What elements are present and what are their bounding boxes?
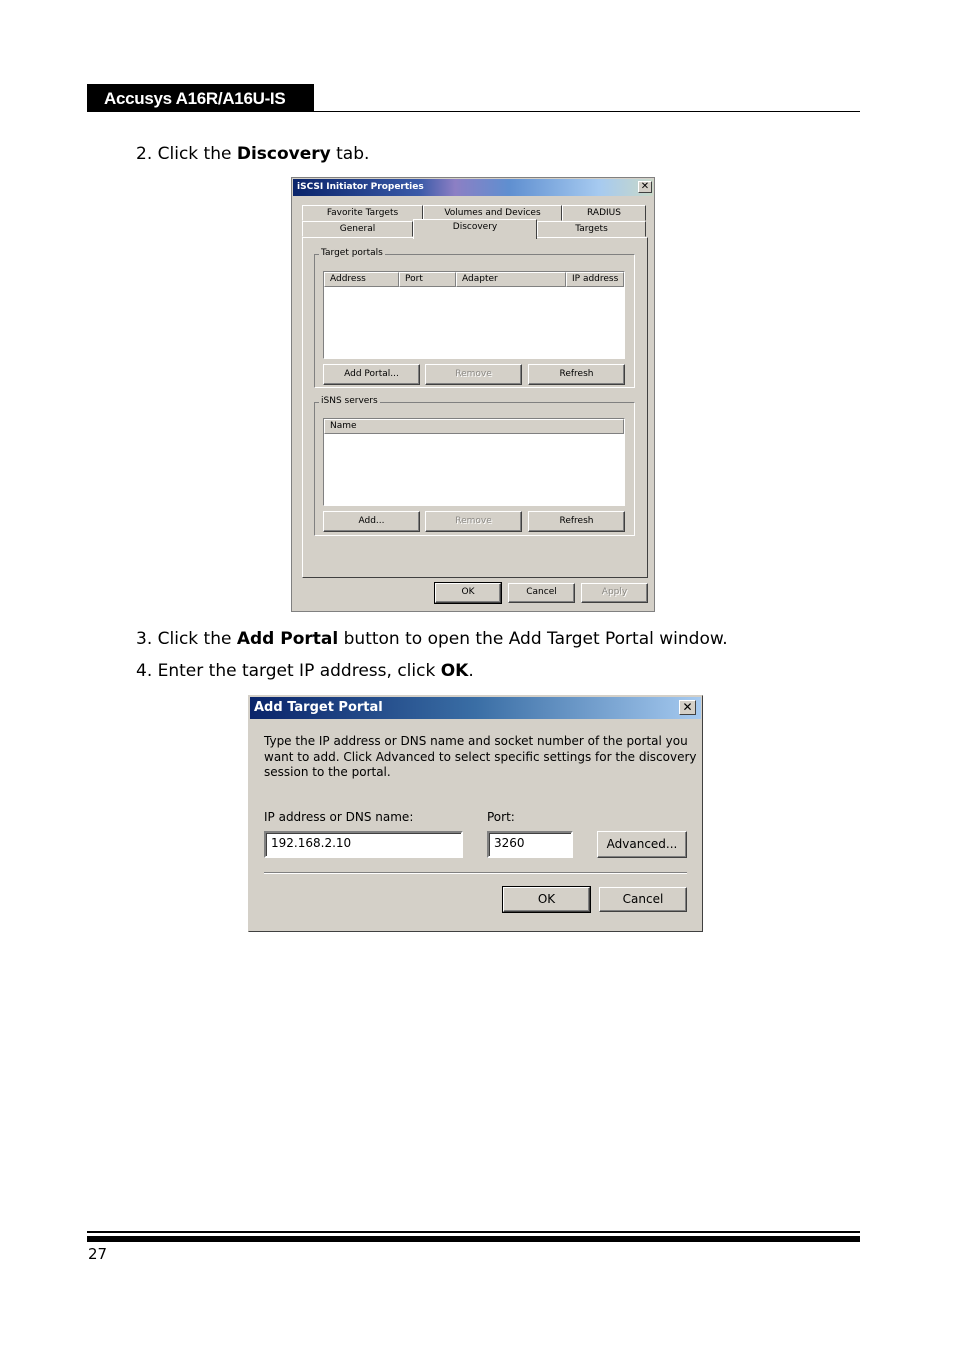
isns-servers-label: iSNS servers <box>321 396 378 406</box>
cancel-button[interactable]: Cancel <box>599 887 687 912</box>
step-3 <box>136 629 728 649</box>
description-line-1: Type the IP address or DNS name and socket number of the portal you <box>264 734 688 748</box>
footer-rule-thick <box>87 1236 860 1242</box>
tab-targets[interactable]: Targets <box>537 221 646 237</box>
step-3-bold: Add Portal <box>236 629 339 649</box>
remove-portal-button[interactable]: Remove <box>425 364 522 385</box>
advanced-button[interactable]: Advanced... <box>597 831 687 858</box>
tab-favorite-targets[interactable]: Favorite Targets <box>302 205 423 221</box>
description-line-3: session to the portal. <box>264 765 391 779</box>
column-adapter[interactable]: Adapter <box>456 272 566 287</box>
remove-isns-button[interactable]: Remove <box>425 511 522 532</box>
step-2-bold: Discovery <box>236 144 331 164</box>
close-icon[interactable]: ✕ <box>679 700 696 715</box>
tab-volumes-and-devices[interactable]: Volumes and Devices <box>423 205 562 221</box>
footer-rule-thin <box>87 1231 860 1233</box>
isns-servers-list[interactable] <box>323 418 625 506</box>
step-4 <box>136 661 474 681</box>
step-4-post: . <box>468 661 474 681</box>
description-line-2: want to add. Click Advanced to select specific settings for the discovery <box>264 749 697 764</box>
target-portals-list[interactable] <box>323 271 625 359</box>
column-name[interactable]: Name <box>324 419 624 434</box>
header-title: Accusys A16R/A16U-IS <box>87 84 314 112</box>
step-3-post: button to open the Add Target Portal window. <box>338 629 728 649</box>
apply-button[interactable]: Apply <box>581 583 648 603</box>
port-input[interactable]: 3260 <box>487 831 573 858</box>
add-target-portal-dialog <box>248 695 703 932</box>
add-portal-button[interactable]: Add Portal... <box>323 364 420 385</box>
tab-radius[interactable]: RADIUS <box>562 205 646 221</box>
separator <box>264 872 687 874</box>
step-2-post: tab. <box>330 144 370 164</box>
port-label: Port: <box>487 810 515 824</box>
step-4-pre: 4. Enter the target IP address, click <box>136 661 441 681</box>
iscsi-initiator-dialog <box>291 177 655 612</box>
ip-address-label: IP address or DNS name: <box>264 810 414 824</box>
step-3-pre: 3. Click the <box>136 629 237 649</box>
ok-button[interactable]: OK <box>503 887 590 912</box>
refresh-isns-button[interactable]: Refresh <box>528 511 625 532</box>
step-2-pre: 2. Click the <box>136 144 237 164</box>
add-isns-button[interactable]: Add... <box>323 511 420 532</box>
cancel-button[interactable]: Cancel <box>508 583 575 603</box>
add-target-portal-titlebar <box>250 697 701 719</box>
tab-general[interactable]: General <box>302 221 413 237</box>
header-rule <box>87 111 860 112</box>
ok-button[interactable]: OK <box>435 583 501 603</box>
tab-discovery[interactable]: Discovery <box>413 219 537 239</box>
refresh-portals-button[interactable]: Refresh <box>528 364 625 385</box>
step-2 <box>136 144 369 164</box>
discovery-panel <box>302 237 648 578</box>
close-icon[interactable]: ✕ <box>638 181 652 193</box>
iscsi-dialog-titlebar <box>293 179 653 196</box>
description-text <box>264 734 697 781</box>
column-ip-address[interactable]: IP address <box>566 272 624 287</box>
column-address[interactable]: Address <box>324 272 399 287</box>
step-4-bold: OK <box>440 661 469 681</box>
ip-address-input[interactable]: 192.168.2.10 <box>264 831 463 858</box>
column-port[interactable]: Port <box>399 272 456 287</box>
page-number: 27 <box>88 1245 108 1263</box>
add-target-portal-title: Add Target Portal <box>254 700 383 715</box>
iscsi-dialog-title: iSCSI Initiator Properties <box>297 182 424 192</box>
target-portals-label: Target portals <box>321 248 383 258</box>
